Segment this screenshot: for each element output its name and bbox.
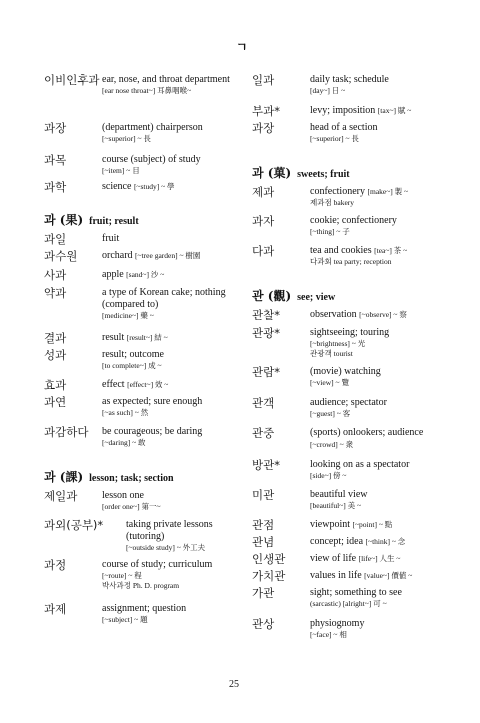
dictionary-entry — [252, 489, 444, 519]
entry-definition: course of study; curriculum — [102, 559, 213, 570]
entry-definition-block — [310, 519, 444, 531]
section-character: 과 (果) — [44, 213, 84, 227]
dictionary-entry — [44, 233, 240, 250]
left-column — [44, 74, 240, 633]
entry-definition: lesson one — [102, 490, 144, 501]
entry-definition: result; outcome — [102, 349, 164, 360]
entry-headword: 일과 — [252, 73, 275, 87]
entry-headword: 과제 — [44, 602, 67, 616]
dictionary-entry — [252, 519, 444, 536]
entry-definition-block — [102, 233, 240, 245]
entry-example: 제과점 bakery — [310, 198, 355, 207]
dictionary-entry — [252, 245, 444, 289]
entry-headword: 관광* — [252, 326, 280, 340]
entry-definition: values in life — [310, 570, 362, 581]
entry-definition-block — [102, 603, 240, 625]
dictionary-entry — [252, 366, 444, 397]
entry-headword: 성과 — [44, 348, 67, 362]
entry-definition: (department) chairperson — [102, 122, 203, 133]
section-heading — [44, 470, 240, 490]
entry-definition: effect — [102, 379, 125, 390]
entry-definition: apple — [102, 269, 124, 280]
dictionary-entry — [44, 122, 240, 154]
entry-headword: 과수원 — [44, 249, 78, 263]
dictionary-entry — [44, 269, 240, 287]
entry-headword: 과연 — [44, 395, 67, 409]
entry-etymology: [~crowd] ~ 衆 — [310, 440, 354, 449]
entry-definition-block — [102, 181, 240, 193]
dictionary-entry — [44, 379, 240, 396]
entry-definition-block — [102, 426, 240, 448]
entry-headword: 관중 — [252, 426, 275, 440]
dictionary-entry — [252, 215, 444, 245]
entry-etymology: [life~] 人生 ~ — [358, 554, 401, 563]
entry-etymology: [~item] ~ 目 — [102, 166, 140, 175]
entry-etymology: [medicine~] 藥 ~ — [102, 311, 154, 320]
page-number: 25 — [229, 679, 239, 690]
entry-etymology: [make~] 製 ~ — [367, 187, 409, 196]
entry-headword: 관객 — [252, 396, 275, 410]
entry-definition: taking private lessons (tutoring) — [126, 519, 213, 542]
section-gloss: sweets; fruit — [297, 169, 350, 180]
entry-definition-block — [102, 250, 240, 262]
entry-etymology: [~brightness] ~ 光 — [310, 339, 366, 348]
entry-definition-block — [310, 489, 444, 511]
section-gloss: see; view — [297, 292, 336, 303]
entry-definition-block — [310, 618, 444, 640]
entry-definition-block — [102, 287, 240, 321]
entry-example: 박사과정 Ph. D. program — [102, 581, 180, 590]
entry-etymology: [~superior] ~ 長 — [102, 134, 151, 143]
entry-definition: confectionery — [310, 186, 365, 197]
entry-etymology: [~study] ~ 學 — [133, 182, 175, 191]
entry-definition-block — [310, 587, 444, 609]
entry-headword: 약과 — [44, 286, 67, 300]
dictionary-entry — [44, 250, 240, 269]
dictionary-entry — [252, 553, 444, 570]
entry-definition: be courageous; be daring — [102, 426, 203, 437]
entry-etymology: [to complete~] 成 ~ — [102, 361, 162, 370]
entry-definition-block — [310, 245, 444, 267]
entry-headword: 과자 — [252, 214, 275, 228]
entry-definition-block — [310, 215, 444, 237]
entry-headword: 제과 — [252, 185, 275, 199]
entry-etymology: [value~] 價値 ~ — [364, 571, 413, 580]
dictionary-entry — [44, 519, 240, 559]
entry-headword: 과목 — [44, 153, 67, 167]
entry-definition: audience; spectator — [310, 397, 387, 408]
entry-etymology: [~point] ~ 點 — [352, 520, 393, 529]
entry-headword: 미관 — [252, 488, 275, 502]
entry-headword: 관찰* — [252, 308, 280, 322]
entry-etymology: [~as such] ~ 然 — [102, 408, 149, 417]
entry-definition-block — [310, 105, 444, 117]
dictionary-entry — [252, 459, 444, 489]
entry-definition-block — [102, 122, 240, 144]
section-heading — [252, 166, 444, 186]
entry-etymology: [order one~] 第一~ — [102, 502, 161, 511]
entry-etymology: [~face] ~ 相 — [310, 630, 347, 639]
entry-definition: (movie) watching — [310, 366, 381, 377]
dictionary-entry — [252, 105, 444, 122]
section-character: 과 (菓) — [252, 166, 292, 180]
entry-definition-block — [102, 379, 240, 391]
entry-etymology: [day~] 日 ~ — [310, 86, 346, 95]
entry-etymology: [~guest] ~ 客 — [310, 409, 351, 418]
entry-definition: head of a section — [310, 122, 378, 133]
entry-headword: 인생관 — [252, 552, 286, 566]
entry-definition: course (subject) of study — [102, 154, 201, 165]
entry-definition-block — [310, 536, 444, 548]
entry-headword: 제일과 — [44, 489, 78, 503]
dictionary-entry — [44, 559, 240, 603]
dictionary-entry — [44, 74, 240, 122]
entry-definition-block — [310, 553, 444, 565]
dictionary-entry — [44, 490, 240, 519]
section-heading — [44, 213, 240, 233]
entry-definition-block — [310, 186, 444, 208]
entry-definition-block — [102, 396, 240, 418]
entry-etymology: [effect~] 效 ~ — [127, 380, 169, 389]
entry-headword: 부과* — [252, 104, 280, 118]
entry-etymology: [~subject] ~ 題 — [102, 615, 148, 624]
entry-definition: as expected; sure enough — [102, 396, 203, 407]
entry-definition-block — [310, 309, 444, 321]
entry-etymology: [~think] ~ 念 — [365, 537, 406, 546]
dictionary-entry — [252, 397, 444, 427]
entry-headword: 관점 — [252, 518, 275, 532]
entry-etymology: [~thing] ~ 子 — [310, 227, 350, 236]
section-gloss: lesson; task; section — [89, 473, 174, 484]
section-gloss: fruit; result — [89, 216, 139, 227]
entry-definition-block — [102, 332, 240, 344]
entry-example: 다과회 tea party; reception — [310, 257, 392, 266]
entry-definition-block — [310, 397, 444, 419]
entry-headword: 방관* — [252, 458, 280, 472]
dictionary-entry — [44, 349, 240, 379]
entry-headword: 과학 — [44, 180, 67, 194]
entry-headword: 이비인후과 — [44, 73, 100, 87]
entry-etymology: [beautiful~] 美 ~ — [310, 501, 362, 510]
entry-etymology: [tax~] 賦 ~ — [377, 106, 412, 115]
entry-definition-block — [310, 74, 444, 96]
entry-definition-block — [310, 427, 444, 451]
entry-etymology: [tea~] 茶 ~ — [374, 246, 408, 255]
dictionary-entry — [252, 427, 444, 459]
entry-definition: view of life — [310, 553, 357, 564]
entry-etymology: [~daring] ~ 敢 — [102, 438, 146, 447]
entry-definition: orchard — [102, 250, 133, 261]
dictionary-entry — [44, 603, 240, 633]
entry-etymology: [result~] 結 ~ — [126, 333, 168, 342]
dictionary-entry — [252, 309, 444, 327]
dictionary-entry — [252, 587, 444, 618]
entry-headword: 관상 — [252, 617, 275, 631]
entry-example: 관광객 tourist — [310, 349, 353, 358]
entry-etymology: (sarcastic) [alright~] 可 ~ — [310, 599, 387, 608]
section-character: 관 (觀) — [252, 289, 292, 303]
entry-definition-block — [310, 459, 444, 481]
entry-headword: 가치관 — [252, 569, 286, 583]
entry-definition-block — [102, 490, 240, 512]
entry-definition-block — [102, 349, 240, 371]
entry-etymology: [~superior] ~ 長 — [310, 134, 359, 143]
entry-definition: levy; imposition — [310, 105, 376, 116]
entry-definition: observation — [310, 309, 357, 320]
entry-headword: 결과 — [44, 331, 67, 345]
entry-definition: science — [102, 181, 132, 192]
entry-definition-block — [310, 122, 444, 144]
entry-headword: 과장 — [252, 121, 275, 135]
entry-definition: (sports) onlookers; audience — [310, 427, 424, 438]
dictionary-entry — [44, 181, 240, 213]
entry-headword: 과감하다 — [44, 425, 89, 439]
entry-etymology: [~tree garden] ~ 樹園 — [135, 251, 201, 260]
entry-definition: a type of Korean cake; nothing (compared to) — [102, 287, 226, 310]
dictionary-entry — [44, 154, 240, 181]
entry-etymology: [sand~] 沙 ~ — [126, 270, 165, 279]
entry-definition-block — [310, 366, 444, 388]
section-character: 과 (課) — [44, 470, 84, 484]
entry-definition-block — [102, 154, 240, 176]
entry-definition: assignment; question — [102, 603, 187, 614]
dictionary-entry — [44, 396, 240, 426]
entry-definition-block — [102, 269, 240, 281]
entry-definition: sightseeing; touring — [310, 327, 390, 338]
entry-headword: 과정 — [44, 558, 67, 572]
entry-headword: 효과 — [44, 378, 67, 392]
entry-headword: 사과 — [44, 268, 67, 282]
dictionary-entry — [252, 570, 444, 587]
entry-definition: beautiful view — [310, 489, 368, 500]
dictionary-entry — [44, 426, 240, 470]
dictionary-entry — [252, 74, 444, 105]
dictionary-entry — [252, 327, 444, 366]
entry-definition: ear, nose, and throat department — [102, 74, 230, 85]
entry-definition: fruit — [102, 233, 120, 244]
dictionary-entry — [252, 122, 444, 166]
entry-etymology: [ear nose throat~] 耳鼻咽喉~ — [102, 86, 192, 95]
dictionary-entry — [44, 332, 240, 349]
entry-definition-block — [102, 74, 240, 96]
entry-definition-block — [310, 570, 444, 582]
entry-etymology: [~observe] ~ 察 — [359, 310, 407, 319]
entry-definition-block — [126, 519, 240, 553]
entry-headword: 관념 — [252, 535, 275, 549]
entry-headword: 다과 — [252, 244, 275, 258]
entry-definition: looking on as a spectator — [310, 459, 410, 470]
entry-definition: sight; something to see — [310, 587, 402, 598]
entry-definition-block — [102, 559, 240, 591]
entry-definition: cookie; confectionery — [310, 215, 397, 226]
entry-definition: viewpoint — [310, 519, 350, 530]
page-header-letter: ㄱ — [236, 40, 248, 54]
entry-definition: daily task; schedule — [310, 74, 389, 85]
entry-headword: 과장 — [44, 121, 67, 135]
section-heading — [252, 289, 444, 309]
dictionary-entry — [44, 287, 240, 332]
entry-definition-block — [310, 327, 444, 359]
entry-etymology: [side~] 傍 ~ — [310, 471, 347, 480]
entry-headword: 관람* — [252, 365, 280, 379]
dictionary-entry — [252, 536, 444, 553]
dictionary-entry — [252, 618, 444, 648]
right-column — [252, 74, 444, 648]
entry-etymology: [~view] ~ 覽 — [310, 378, 349, 387]
entry-headword: 과외(공부)* — [44, 518, 104, 532]
entry-etymology: [~route] ~ 程 — [102, 571, 142, 580]
entry-definition: tea and cookies — [310, 245, 372, 256]
entry-definition: concept; idea — [310, 536, 364, 547]
entry-headword: 가관 — [252, 586, 275, 600]
entry-etymology: [~outside study] ~ 外工夫 — [126, 543, 206, 552]
entry-definition: physiognomy — [310, 618, 365, 629]
entry-definition: result — [102, 332, 125, 343]
entry-headword: 과일 — [44, 232, 67, 246]
dictionary-entry — [252, 186, 444, 215]
